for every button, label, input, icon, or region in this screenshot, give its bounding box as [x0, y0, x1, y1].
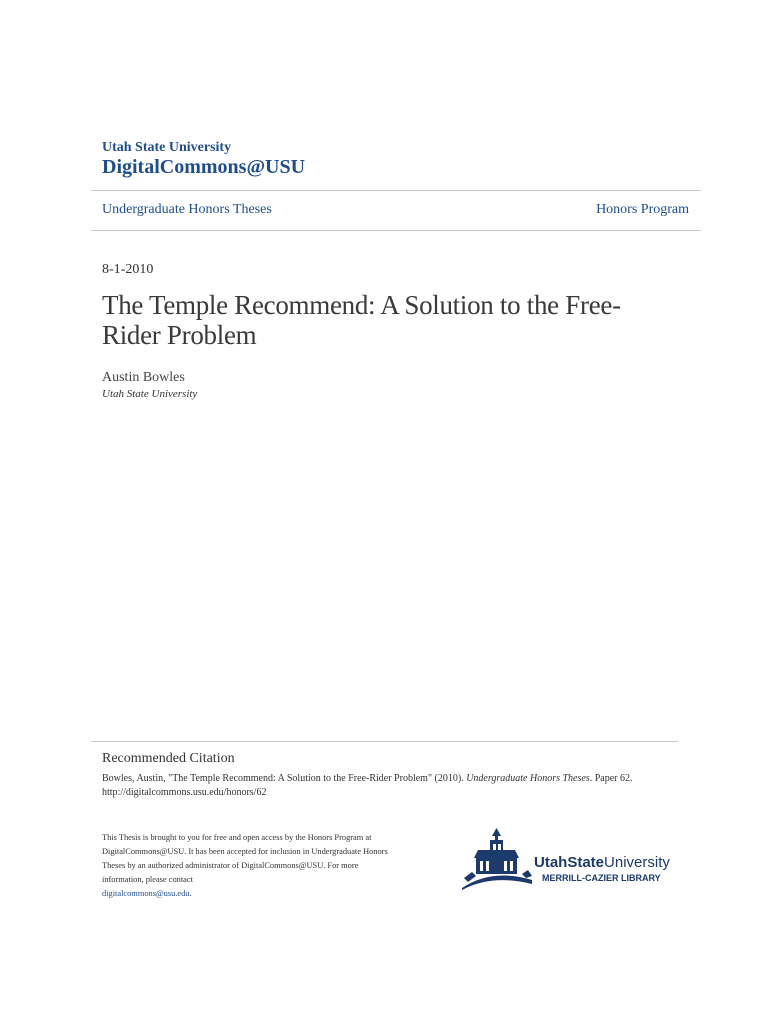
citation-series: Undergraduate Honors Theses	[466, 773, 590, 784]
collection-link[interactable]: Undergraduate Honors Theses	[102, 202, 272, 217]
library-logo	[462, 828, 672, 892]
citation-heading: Recommended Citation	[102, 751, 235, 766]
divider-nav-bottom	[91, 230, 701, 231]
citation-paper: . Paper 62.	[589, 773, 633, 784]
author-affiliation: Utah State University	[102, 388, 198, 400]
contact-email-link[interactable]: digitalcommons@usu.edu	[102, 889, 190, 898]
publication-date: 8-1-2010	[102, 262, 154, 277]
institution-name: Utah State University	[102, 140, 232, 155]
access-notice	[102, 831, 392, 901]
paper-title: The Temple Recommend: A Solution to the Free-Rider Problem	[102, 290, 621, 350]
citation-url[interactable]: http://digitalcommons.usu.edu/honors/62	[102, 787, 267, 798]
citation-text	[102, 772, 682, 800]
repository-name[interactable]: DigitalCommons@USU	[102, 156, 306, 178]
author-name: Austin Bowles	[102, 370, 185, 385]
notice-text: This Thesis is brought to you for free and open access by the Honors Program at DigitalCommons@USU. It has been accepted for inclusion in Undergraduate Honors Theses by an authorized administrator of DigitalCommons@USU. For more information, please contact	[102, 833, 388, 884]
divider-citation	[91, 741, 678, 742]
logo-library-text: MERRILL-CAZIER LIBRARY	[542, 873, 661, 883]
logo-line1-regular: University	[604, 854, 670, 871]
divider-top	[91, 190, 701, 191]
citation-body: Bowles, Austin, "The Temple Recommend: A Solution to the Free-Rider Problem" (2010).	[102, 773, 467, 784]
logo-university-text	[534, 854, 670, 871]
program-link[interactable]: Honors Program	[596, 202, 689, 217]
notice-end: .	[189, 889, 192, 898]
logo-line1-bold: UtahState	[534, 854, 605, 871]
